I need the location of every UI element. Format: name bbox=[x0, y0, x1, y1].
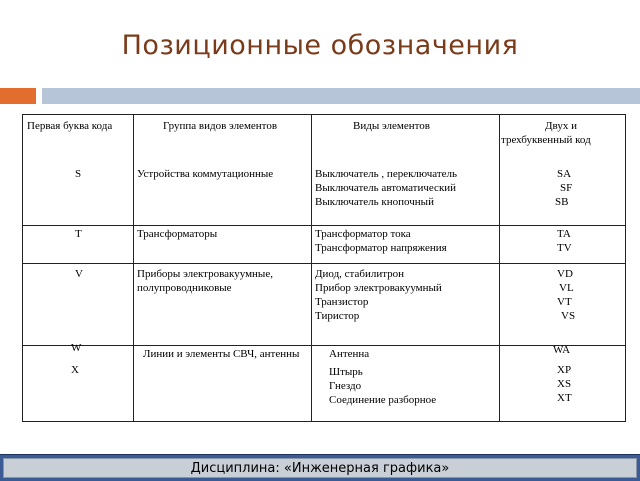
row-kind: Выключатель , переключатель bbox=[315, 168, 458, 180]
row-letter: W bbox=[71, 342, 82, 354]
footer-bar bbox=[0, 454, 640, 481]
designation-table bbox=[22, 114, 626, 422]
row-code: TA bbox=[557, 228, 571, 240]
row-kind: Выключатель автоматический bbox=[315, 182, 457, 194]
row-kind: Антенна bbox=[329, 348, 370, 360]
row-group: Приборы электровакуумные, bbox=[137, 268, 273, 280]
header-divider-bar bbox=[42, 88, 640, 104]
footer-caption: Дисциплина: «Инженерная графика» bbox=[3, 458, 637, 478]
row-letter: V bbox=[75, 268, 83, 280]
row-letter: T bbox=[75, 228, 82, 240]
row-code: VS bbox=[561, 310, 576, 322]
row-group: полупроводниковые bbox=[137, 282, 232, 294]
header-first-letter: Первая буква кода bbox=[27, 120, 113, 132]
header-code-line1: Двух и bbox=[545, 120, 577, 132]
row-kind: Трансформатор тока bbox=[315, 228, 411, 240]
row-code: SB bbox=[555, 196, 569, 208]
accent-square bbox=[0, 88, 36, 104]
row-code: WA bbox=[553, 344, 571, 356]
row-divider bbox=[23, 345, 625, 346]
column-divider bbox=[133, 115, 134, 421]
header-element-kinds: Виды элементов bbox=[353, 120, 430, 132]
row-code: VD bbox=[557, 268, 573, 280]
row-code: XP bbox=[557, 364, 572, 376]
row-kind: Диод, стабилитрон bbox=[315, 268, 405, 280]
row-kind: Трансформатор напряжения bbox=[315, 242, 447, 254]
row-code: TV bbox=[557, 242, 572, 254]
row-divider bbox=[23, 225, 625, 226]
row-code: VL bbox=[559, 282, 574, 294]
row-code: XT bbox=[557, 392, 572, 404]
page-title: Позиционные обозначения bbox=[121, 30, 519, 61]
row-kind: Штырь bbox=[329, 366, 363, 378]
row-letter: X bbox=[71, 364, 79, 376]
row-kind: Гнездо bbox=[329, 380, 362, 392]
row-code: XS bbox=[557, 378, 572, 390]
column-divider bbox=[311, 115, 312, 421]
row-code: SF bbox=[560, 182, 573, 194]
header-element-group: Группа видов элементов bbox=[163, 120, 278, 132]
row-letter: S bbox=[75, 168, 82, 180]
column-divider bbox=[499, 115, 500, 421]
row-kind: Соединение разборное bbox=[329, 394, 437, 406]
row-kind: Прибор электровакуумный bbox=[315, 282, 442, 294]
row-code: VT bbox=[557, 296, 572, 308]
row-group: Трансформаторы bbox=[137, 228, 218, 240]
row-kind: Выключатель кнопочный bbox=[315, 196, 434, 208]
row-group: Линии и элементы СВЧ, антенны bbox=[143, 348, 300, 360]
row-group: Устройства коммутационные bbox=[137, 168, 274, 180]
row-kind: Транзистор bbox=[315, 296, 369, 308]
row-kind: Тиристор bbox=[315, 310, 360, 322]
header-code-line2: трехбуквенный код bbox=[501, 134, 591, 146]
row-code: SA bbox=[557, 168, 572, 180]
row-divider bbox=[23, 263, 625, 264]
